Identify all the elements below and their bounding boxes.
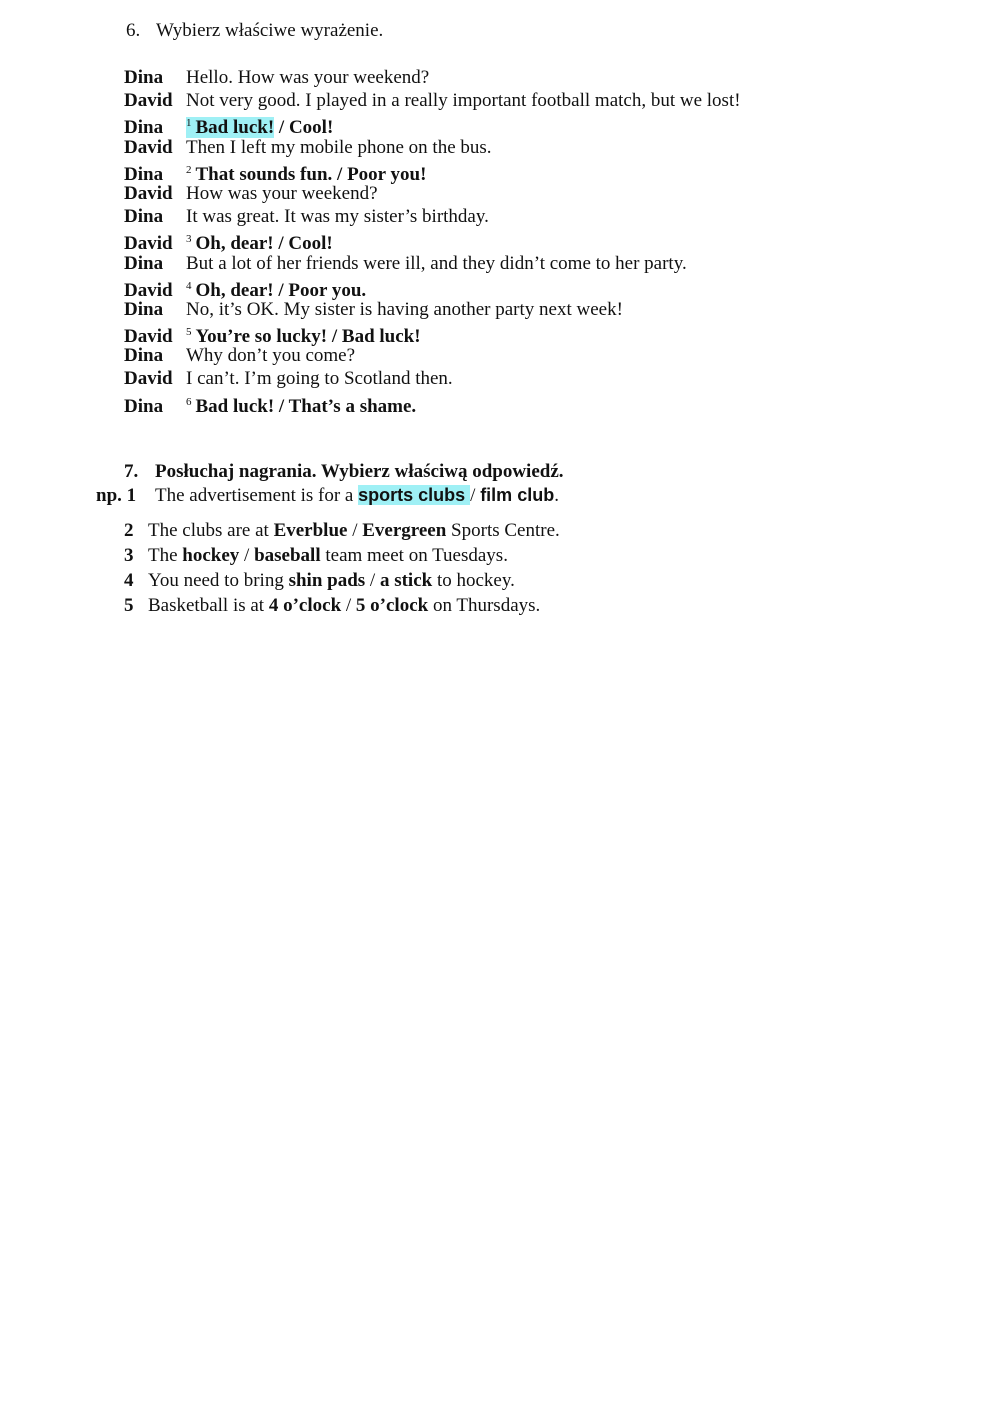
gap-number: 1 (186, 117, 192, 130)
option-a[interactable]: Bad luck! (195, 395, 275, 417)
dialog-gap-line (124, 228, 741, 255)
dialog-gap-line (124, 159, 741, 185)
exercise-7-number: 7. (124, 461, 139, 482)
item-number: 4 (124, 570, 134, 591)
exercise-7-items (124, 518, 560, 618)
speaker: David (124, 90, 173, 112)
line-text: But a lot of her friends were ill, and they didn’t come to her party. (186, 252, 687, 274)
exercise-6-title (126, 19, 383, 43)
speaker: Dina (124, 163, 164, 185)
exercise-6-dialog (124, 66, 741, 417)
option-a[interactable]: 4 o’clock (268, 595, 342, 616)
option-separator: / (365, 570, 380, 591)
option-separator: / (273, 233, 289, 255)
speaker: Dina (124, 252, 164, 274)
line-text: Hello. How was your weekend? (186, 67, 430, 88)
dialog-line (124, 367, 741, 390)
option-b[interactable]: baseball (254, 545, 321, 566)
speaker: David (124, 136, 173, 158)
dialog-line (124, 252, 741, 275)
option-a[interactable]: Oh, dear! (195, 233, 274, 255)
exercise-7-instruction: Posłuchaj nagrania. Wybierz właściwą odpowiedź. (155, 461, 564, 482)
option-a[interactable]: Everblue (273, 520, 348, 541)
exercise-7-example (96, 483, 559, 508)
option-a[interactable]: hockey (182, 545, 240, 566)
question-item (124, 543, 560, 568)
item-number: 5 (124, 595, 134, 616)
option-separator: / (327, 326, 342, 348)
exercise-6-number: 6. (126, 20, 141, 41)
option-separator: / (239, 545, 255, 566)
dialog-line (124, 182, 741, 205)
line-text: Then I left my mobile phone on the bus. (186, 136, 492, 158)
item-text-after: team meet on Tuesdays. (320, 545, 508, 566)
item-text-after: Sports Centre. (446, 520, 560, 541)
line-text: How was your weekend? (186, 182, 378, 204)
line-text: I can’t. I’m going to Scotland then. (186, 368, 453, 390)
option-b[interactable]: Cool! (288, 117, 334, 139)
option-separator: / (341, 595, 356, 616)
line-text: Why don’t you come? (186, 345, 356, 367)
example-text-after: . (554, 485, 559, 506)
dialog-gap-line (124, 112, 741, 139)
example-option-a-selected[interactable]: sports clubs (358, 485, 471, 505)
option-a[interactable]: shin pads (288, 570, 366, 591)
line-text: No, it’s OK. My sister is having another party next week! (186, 298, 623, 320)
gap-number: 3 (186, 233, 192, 246)
speaker: David (124, 279, 173, 301)
option-a[interactable]: Oh, dear! (195, 279, 274, 301)
option-b[interactable]: 5 o’clock (355, 595, 429, 616)
option-a[interactable]: Bad luck! (195, 117, 275, 139)
option-b[interactable]: Poor you! (347, 163, 427, 185)
option-separator: / (274, 395, 289, 417)
item-number: 3 (124, 545, 134, 566)
speaker: David (124, 182, 173, 204)
dialog-line (124, 205, 741, 228)
speaker: Dina (124, 206, 164, 228)
option-b[interactable]: Poor you. (288, 279, 367, 301)
option-separator: / (347, 520, 363, 541)
gap-number: 4 (186, 279, 192, 292)
dialog-line (124, 298, 741, 321)
speaker: Dina (124, 298, 164, 320)
option-separator: / (470, 485, 481, 506)
option-b[interactable]: a stick (379, 570, 433, 591)
option-b[interactable]: Evergreen (362, 520, 447, 541)
question-item (124, 518, 560, 543)
option-b[interactable]: Bad luck! (341, 326, 421, 348)
exercise-7-title (124, 460, 564, 484)
item-number: 2 (124, 520, 134, 541)
line-text: It was great. It was my sister’s birthday. (186, 206, 489, 228)
speaker: David (124, 326, 173, 348)
example-text-before: The advertisement is for a (155, 485, 359, 506)
item-text-before: Basketball is at (148, 595, 269, 616)
dialog-line (124, 344, 741, 367)
gap-number: 2 (186, 163, 192, 176)
speaker: Dina (124, 395, 164, 417)
option-a[interactable]: You’re so lucky! (195, 326, 328, 348)
item-text-before: The clubs are at (148, 520, 274, 541)
speaker: David (124, 233, 173, 255)
speaker: David (124, 368, 173, 390)
line-text: Not very good. I played in a really important football match, but we lost! (186, 90, 741, 112)
item-text-before: The (148, 545, 183, 566)
dialog-gap-line (124, 391, 741, 417)
option-separator: / (332, 163, 348, 185)
item-text-after: to hockey. (432, 570, 515, 591)
dialog-line (124, 89, 741, 112)
exercise-6-instruction: Wybierz właściwe wyrażenie. (156, 20, 384, 41)
dialog-gap-line (124, 321, 741, 348)
question-item (124, 593, 560, 618)
dialog-line (124, 66, 741, 89)
gap-number: 6 (186, 395, 192, 408)
example-option-b[interactable]: film club (480, 485, 555, 505)
item-text-after: on Thursdays. (428, 595, 541, 616)
question-item (124, 568, 560, 593)
example-label: np. 1 (96, 485, 137, 506)
item-text-before: You need to bring (148, 570, 289, 591)
option-separator: / (273, 279, 289, 301)
option-a[interactable]: That sounds fun. (195, 163, 333, 185)
speaker: Dina (124, 67, 164, 88)
option-b[interactable]: That’s a shame. (288, 395, 417, 417)
option-b[interactable]: Cool! (288, 233, 333, 255)
gap-number: 5 (186, 326, 192, 339)
option-separator: / (274, 117, 289, 139)
speaker: Dina (124, 117, 164, 139)
dialog-gap-line (124, 275, 741, 301)
dialog-line (124, 136, 741, 159)
speaker: Dina (124, 345, 164, 367)
